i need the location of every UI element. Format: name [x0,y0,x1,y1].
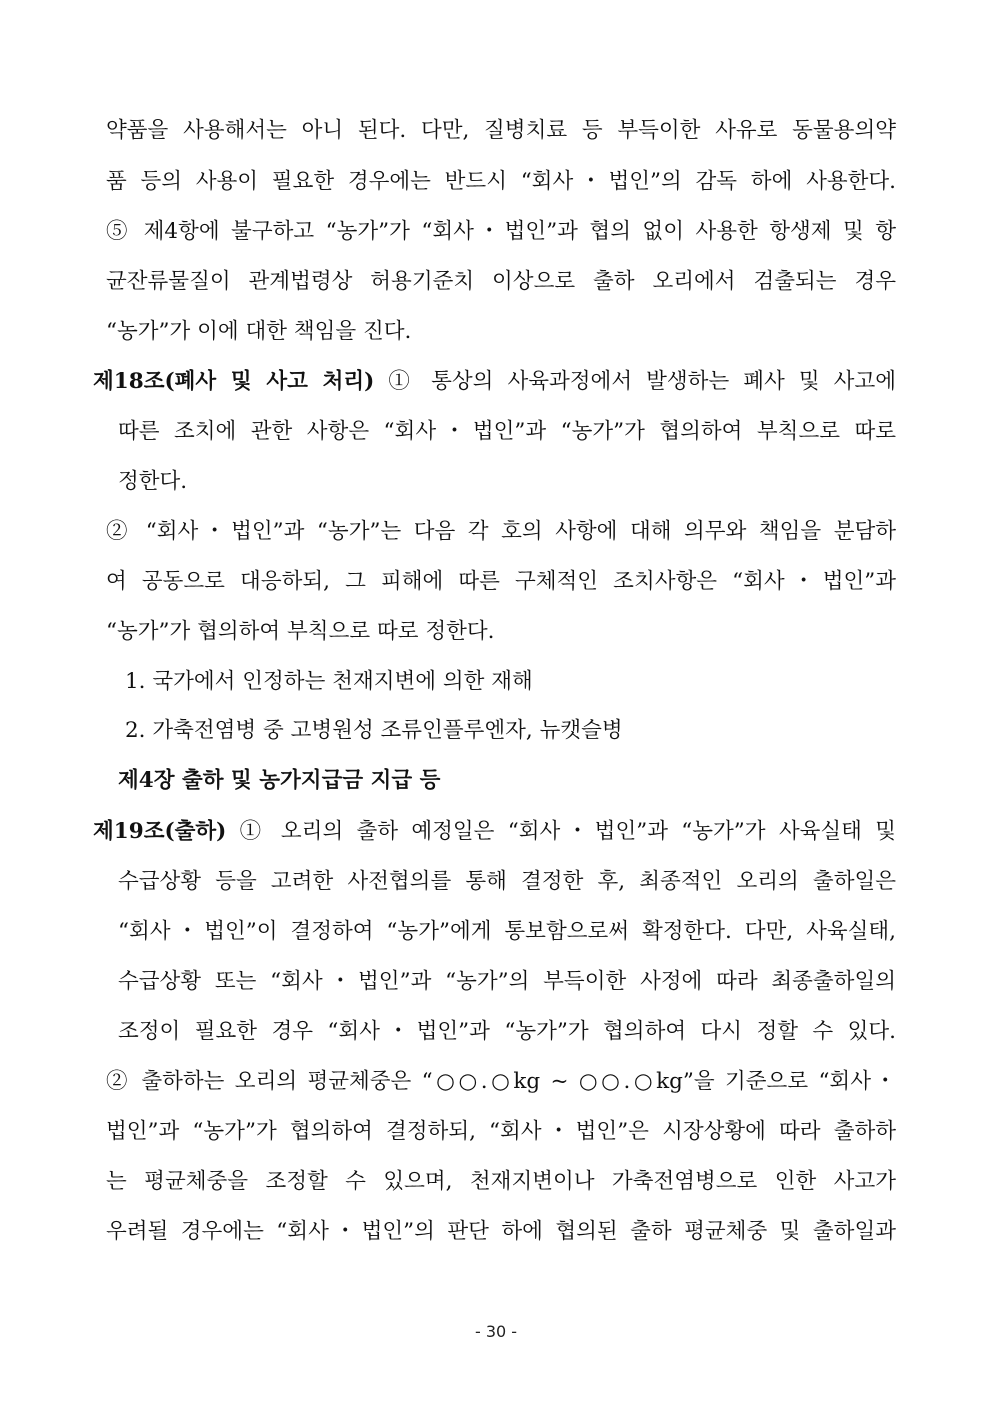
text-line: ⑤ 제4항에 불구하고 “농가”가 “회사・법인”과 협의 없이 사용한 항생제 및 항 [106,219,896,244]
text-line: 우려될 경우에는 “회사・법인”의 판단 하에 협의된 출하 평균체중 및 출하일과 [106,1219,896,1244]
article-19-text: ① 오리의 출하 예정일은 “회사・법인”과 “농가”가 사육실태 및 [226,819,896,844]
text-line: “농가”가 이에 대한 책임을 진다. [106,319,412,344]
text-line: 수급상황 또는 “회사・법인”과 “농가”의 부득이한 사정에 따라 최종출하일의 [118,969,896,994]
article-18-heading: 제18조(폐사 및 사고 처리) [93,369,375,394]
text-line: ② 출하하는 오리의 평균체중은 “○○.○kg ~ ○○.○kg”을 기준으로 “회사・ [106,1069,896,1094]
text-line: 수급상황 등을 고려한 사전협의를 통해 결정한 후, 최종적인 오리의 출하일은 [118,869,896,894]
list-item: 2. 가축전염병 중 고병원성 조류인플루엔자, 뉴캣슬병 [125,718,623,743]
text-line: 법인”과 “농가”가 협의하여 결정하되, “회사・법인”은 시장상황에 따라 출하하 [106,1119,896,1144]
chapter-heading: 제4장 출하 및 농가지급금 지급 등 [118,768,441,793]
article-18-first-line [93,367,896,397]
article-19-first-line [93,817,896,847]
list-item: 1. 국가에서 인정하는 천재지변에 의한 재해 [125,669,533,694]
text-line: 품 등의 사용이 필요한 경우에는 반드시 “회사・법인”의 감독 하에 사용한다. [106,169,896,194]
text-line: “회사・법인”이 결정하여 “농가”에게 통보함으로써 확정한다. 다만, 사육실태, [118,919,896,944]
article-19-heading: 제19조(출하) [93,819,227,844]
text-line: 균잔류물질이 관계법령상 허용기준치 이상으로 출하 오리에서 검출되는 경우 [106,269,896,294]
text-line: “농가”가 협의하여 부칙으로 따로 정한다. [106,619,495,644]
text-line: 조정이 필요한 경우 “회사・법인”과 “농가”가 협의하여 다시 정할 수 있다. [118,1019,896,1044]
text-line: ② “회사・법인”과 “농가”는 다음 각 호의 사항에 대해 의무와 책임을 분담하 [106,519,896,544]
page-number: - 30 - [474,1322,518,1341]
article-18-text: ① 통상의 사육과정에서 발생하는 폐사 및 사고에 [374,369,896,394]
text-line: 약품을 사용해서는 아니 된다. 다만, 질병치료 등 부득이한 사유로 동물용의약 [106,118,896,143]
text-line: 여 공동으로 대응하되, 그 피해에 따른 구체적인 조치사항은 “회사・법인”과 [106,569,896,594]
text-line: 정한다. [118,469,188,494]
text-line: 는 평균체중을 조정할 수 있으며, 천재지변이나 가축전염병으로 인한 사고가 [106,1169,896,1194]
text-line: 따른 조치에 관한 사항은 “회사・법인”과 “농가”가 협의하여 부칙으로 따로 [118,419,896,444]
